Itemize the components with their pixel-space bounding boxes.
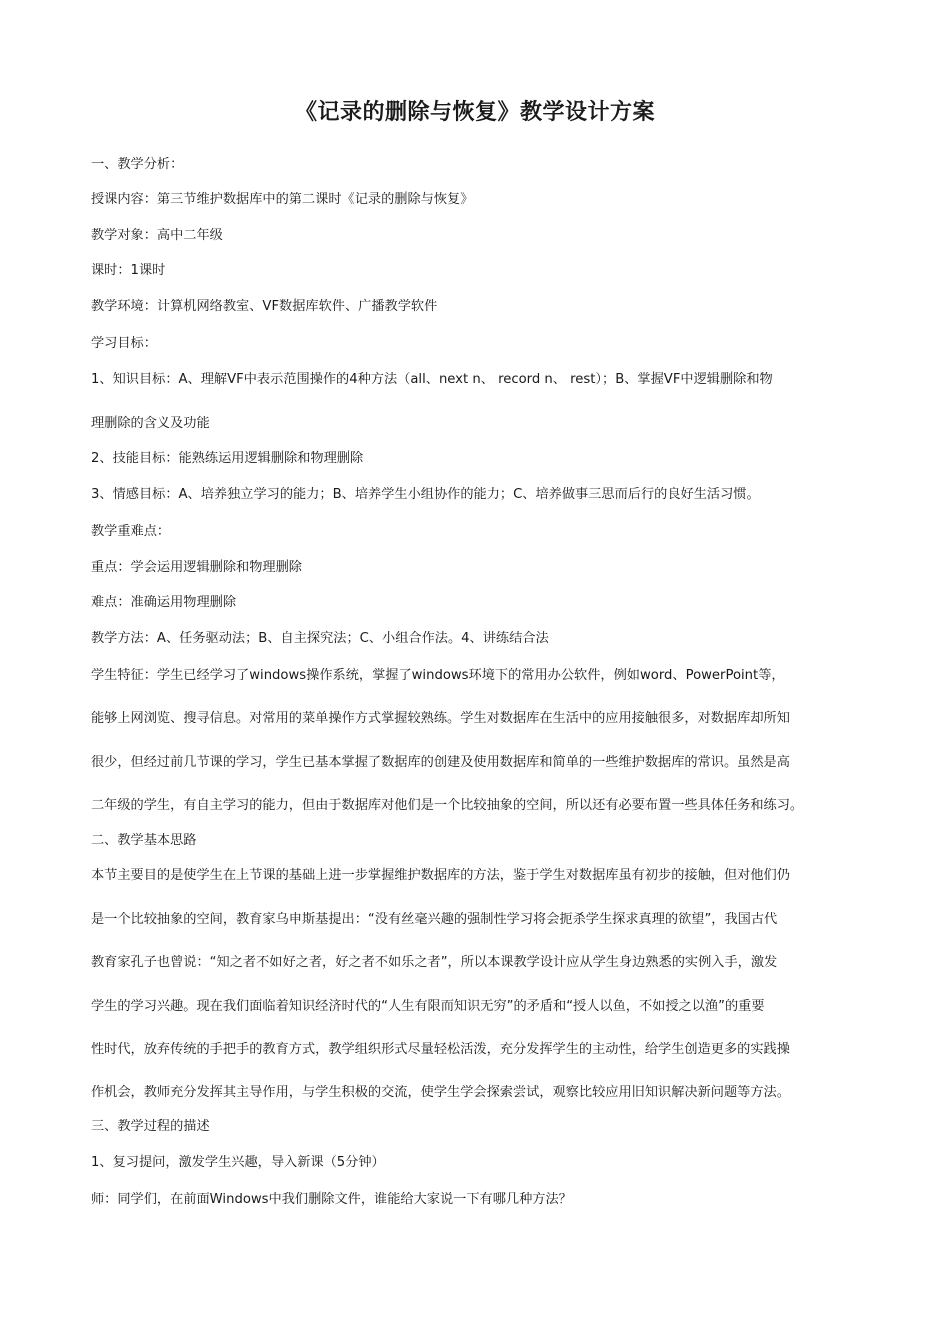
text-line: 很少，但经过前几节课的学习，学生已基本掌握了数据库的创建及使用数据库和简单的一些维护数据库的常识。虽然是高 — [91, 755, 790, 770]
text-line: 理删除的含义及功能 — [91, 416, 210, 431]
text-line: 2、技能目标：能熟练运用逻辑删除和物理删除 — [91, 451, 364, 466]
text-line: 重点：学会运用逻辑删除和物理删除 — [91, 560, 302, 575]
text-line: 教育家孔子也曾说：“知之者不如好之者，好之者不如乐之者”，所以本课教学设计应从学生身边熟悉的实例入手，激发 — [91, 955, 778, 970]
text-line: 学习目标： — [91, 336, 157, 351]
document-title: 《记录的删除与恢复》教学设计方案 — [294, 100, 655, 125]
section-heading-analysis: 一、教学分析： — [91, 157, 184, 172]
text-line: 学生的学习兴趣。现在我们面临着知识经济时代的“人生有限而知识无穷”的矛盾和“授人以鱼，不如授之以渔”的重要 — [91, 999, 765, 1014]
text-line: 师：同学们，在前面Windows中我们删除文件，谁能给大家说一下有哪几种方法？ — [91, 1192, 572, 1207]
section-heading-approach: 二、教学基本思路 — [91, 833, 197, 848]
text-line: 能够上网浏览、搜寻信息。对常用的菜单操作方式掌握较熟练。学生对数据库在生活中的应用接触很多，对数据库却所知 — [91, 711, 790, 726]
text-line: 课时：1课时 — [91, 263, 166, 278]
text-line: 作机会，教师充分发挥其主导作用，与学生积极的交流，使学生学会探索尝试，观察比较应用旧知识解决新问题等方法。 — [91, 1085, 790, 1100]
section-heading-process: 三、教学过程的描述 — [91, 1119, 210, 1134]
text-line: 教学对象：高中二年级 — [91, 228, 223, 243]
text-line: 难点：准确运用物理删除 — [91, 595, 237, 610]
text-line: 3、情感目标：A、培养独立学习的能力；B、培养学生小组协作的能力；C、培养做事三思而后行的良好生活习惯。 — [91, 487, 760, 502]
text-line: 教学重难点： — [91, 524, 171, 539]
text-line: 教学环境：计算机网络教室、VF数据库软件、广播教学软件 — [91, 299, 438, 314]
text-line: 学生特征：学生已经学习了windows操作系统，掌握了windows环境下的常用办公软件，例如word、PowerPoint等， — [91, 668, 785, 683]
text-line: 是一个比较抽象的空间，教育家乌申斯基提出：“没有丝毫兴趣的强制性学习将会扼杀学生探求真理的欲望”，我国古代 — [91, 912, 778, 927]
text-line: 教学方法：A、任务驱动法；B、自主探究法；C、小组合作法。4、讲练结合法 — [91, 631, 549, 646]
text-line: 性时代，放弃传统的手把手的教育方式，教学组织形式尽量轻松活泼，充分发挥学生的主动性，给学生创造更多的实践操 — [91, 1042, 790, 1057]
text-line: 二年级的学生，有自主学习的能力，但由于数据库对他们是一个比较抽象的空间，所以还有必要布置一些具体任务和练习。 — [91, 798, 804, 813]
text-line: 本节主要目的是使学生在上节课的基础上进一步掌握维护数据库的方法，鉴于学生对数据库虽有初步的接触，但对他们仍 — [91, 868, 790, 883]
text-line: 1、知识目标：A、理解VF中表示范围操作的4种方法（all、next n、 record n、 rest）；B、掌握VF中逻辑删除和物 — [91, 372, 773, 387]
text-line: 授课内容：第三节维护数据库中的第二课时《记录的删除与恢复》 — [91, 192, 474, 207]
text-line: 1、复习提问，激发学生兴趣，导入新课（5分钟） — [91, 1155, 385, 1170]
